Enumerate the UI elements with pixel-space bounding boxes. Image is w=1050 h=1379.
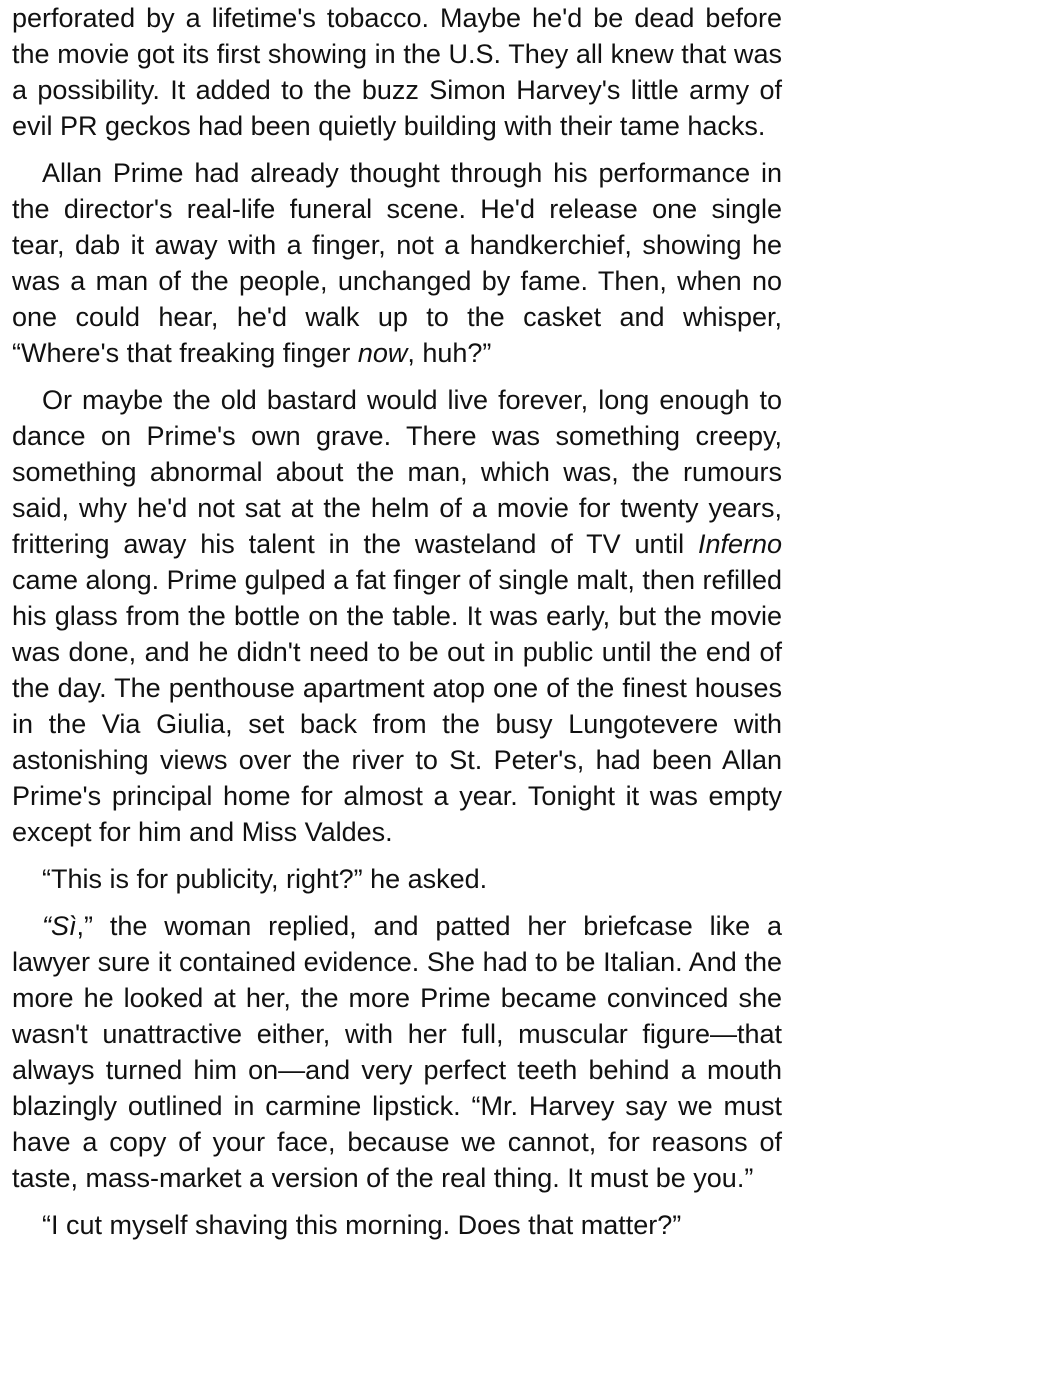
paragraph-3-title-emphasis: Inferno <box>697 529 782 559</box>
paragraph-2-emphasis: now <box>357 338 408 368</box>
paragraph-2 <box>12 155 782 371</box>
paragraph-3-text-end: came along. Prime gulped a fat finger of single malt, then refilled his glass from the bottle on the table. It was early, but the movie was done, and he didn't need to be out in public until the end of the day. The penthouse apartment atop one of the finest houses in the Via Giulia, set back from the busy Lungotevere with astonishing views over the river to St. Peter's, had been Allan Prime's principal home for almost a year. Tonight it was empty except for him and Miss Valdes. <box>12 565 782 847</box>
paragraph-2-text-end: , huh?” <box>407 338 492 368</box>
paragraph-1 <box>12 0 782 144</box>
paragraph-1-text: perforated by a lifetime's tobacco. Maybe he'd be dead before the movie got its first showing in the U.S. They all knew that was a possibility. It added to the buzz Simon Harvey's little army of evil PR geckos had been quietly building with their tame hacks. <box>12 3 782 141</box>
paragraph-6 <box>12 1207 782 1243</box>
paragraph-3-text: Or maybe the old bastard would live forever, long enough to dance on Prime's own grave. There was something creepy, something abnormal about the man, which was, the rumours said, why he'd not sat at the helm of a movie for twenty years, frittering away his talent in the wasteland of TV until <box>12 385 782 559</box>
book-page <box>12 0 782 1254</box>
paragraph-4-text: “This is for publicity, right?” he asked. <box>42 864 488 894</box>
paragraph-3 <box>12 382 782 850</box>
paragraph-6-text: “I cut myself shaving this morning. Does that matter?” <box>42 1210 682 1240</box>
paragraph-2-text: Allan Prime had already thought through his performance in the director's real-life funeral scene. He'd release one single tear, dab it away with a finger, not a handkerchief, showing he was a man of the people, unchanged by fame. Then, when no one could hear, he'd walk up to the casket and whisper, “Where's that freaking finger <box>12 158 782 368</box>
paragraph-5-emphasis: “Sì <box>42 911 77 941</box>
paragraph-5 <box>12 908 782 1196</box>
paragraph-5-text: ,” the woman replied, and patted her briefcase like a lawyer sure it contained evidence. She had to be Italian. And the more he looked at her, the more Prime became convinced she wasn't unattractive either, with her full, muscular figure—that always turned him on—and very perfect teeth behind a mouth blazingly outlined in carmine lipstick. “Mr. Harvey say we must have a copy of your face, because we cannot, for reasons of taste, mass-market a version of the real thing. It must be you.” <box>12 911 782 1193</box>
paragraph-4 <box>12 861 782 897</box>
